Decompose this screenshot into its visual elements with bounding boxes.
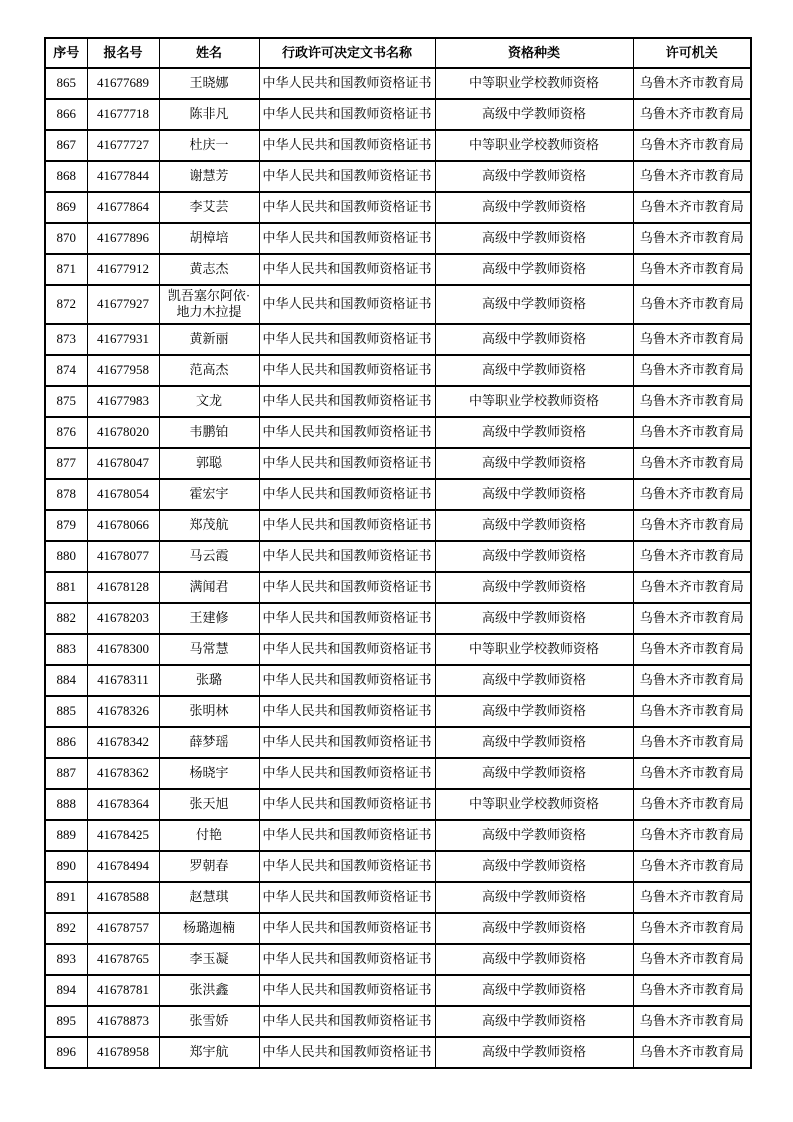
cell-authority: 乌鲁木齐市教育局 — [633, 634, 751, 665]
cell-reg-no: 41677896 — [87, 223, 159, 254]
cell-reg-no: 41677912 — [87, 254, 159, 285]
cell-doc-name: 中华人民共和国教师资格证书 — [259, 913, 435, 944]
cell-name: 杜庆一 — [159, 130, 259, 161]
cell-serial: 878 — [45, 479, 87, 510]
cell-serial: 885 — [45, 696, 87, 727]
cell-serial: 869 — [45, 192, 87, 223]
cell-doc-name: 中华人民共和国教师资格证书 — [259, 944, 435, 975]
cell-doc-name: 中华人民共和国教师资格证书 — [259, 758, 435, 789]
cell-doc-name: 中华人民共和国教师资格证书 — [259, 541, 435, 572]
table-row — [45, 99, 751, 130]
cell-qual-type: 中等职业学校教师资格 — [435, 789, 633, 820]
cell-authority: 乌鲁木齐市教育局 — [633, 603, 751, 634]
table-row — [45, 727, 751, 758]
cell-reg-no: 41677931 — [87, 324, 159, 355]
table-row — [45, 696, 751, 727]
cell-doc-name: 中华人民共和国教师资格证书 — [259, 324, 435, 355]
cell-qual-type: 中等职业学校教师资格 — [435, 68, 633, 99]
cell-name: 霍宏宇 — [159, 479, 259, 510]
cell-name: 王晓娜 — [159, 68, 259, 99]
table-row — [45, 386, 751, 417]
cell-serial: 865 — [45, 68, 87, 99]
table-row — [45, 758, 751, 789]
cell-doc-name: 中华人民共和国教师资格证书 — [259, 479, 435, 510]
table-header-row — [45, 38, 751, 68]
cell-name: 郭聪 — [159, 448, 259, 479]
cell-serial: 884 — [45, 665, 87, 696]
cell-qual-type: 高级中学教师资格 — [435, 758, 633, 789]
cell-serial: 889 — [45, 820, 87, 851]
cell-reg-no: 41678066 — [87, 510, 159, 541]
cell-qual-type: 高级中学教师资格 — [435, 665, 633, 696]
cell-reg-no: 41678781 — [87, 975, 159, 1006]
cell-name: 马常慧 — [159, 634, 259, 665]
cell-name: 郑茂航 — [159, 510, 259, 541]
cell-authority: 乌鲁木齐市教育局 — [633, 572, 751, 603]
cell-authority: 乌鲁木齐市教育局 — [633, 130, 751, 161]
cell-doc-name: 中华人民共和国教师资格证书 — [259, 851, 435, 882]
table-row — [45, 789, 751, 820]
cell-authority: 乌鲁木齐市教育局 — [633, 820, 751, 851]
cell-authority: 乌鲁木齐市教育局 — [633, 192, 751, 223]
cell-reg-no: 41678128 — [87, 572, 159, 603]
cell-authority: 乌鲁木齐市教育局 — [633, 386, 751, 417]
cell-authority: 乌鲁木齐市教育局 — [633, 479, 751, 510]
cell-doc-name: 中华人民共和国教师资格证书 — [259, 192, 435, 223]
column-header-reg-no: 报名号 — [87, 38, 159, 68]
cell-qual-type: 中等职业学校教师资格 — [435, 634, 633, 665]
table-row — [45, 975, 751, 1006]
table-row — [45, 161, 751, 192]
cell-authority: 乌鲁木齐市教育局 — [633, 223, 751, 254]
cell-reg-no: 41677983 — [87, 386, 159, 417]
cell-reg-no: 41677689 — [87, 68, 159, 99]
cell-name: 李艾芸 — [159, 192, 259, 223]
cell-qual-type: 高级中学教师资格 — [435, 285, 633, 324]
table-row — [45, 851, 751, 882]
cell-reg-no: 41678077 — [87, 541, 159, 572]
cell-reg-no: 41678958 — [87, 1037, 159, 1068]
cell-authority: 乌鲁木齐市教育局 — [633, 696, 751, 727]
cell-authority: 乌鲁木齐市教育局 — [633, 448, 751, 479]
cell-name: 郑宇航 — [159, 1037, 259, 1068]
cell-qual-type: 高级中学教师资格 — [435, 479, 633, 510]
cell-authority: 乌鲁木齐市教育局 — [633, 68, 751, 99]
cell-qual-type: 高级中学教师资格 — [435, 223, 633, 254]
cell-serial: 893 — [45, 944, 87, 975]
table-row — [45, 1006, 751, 1037]
cell-serial: 894 — [45, 975, 87, 1006]
cell-serial: 880 — [45, 541, 87, 572]
cell-reg-no: 41678873 — [87, 1006, 159, 1037]
cell-authority: 乌鲁木齐市教育局 — [633, 975, 751, 1006]
cell-name: 范高杰 — [159, 355, 259, 386]
cell-reg-no: 41677927 — [87, 285, 159, 324]
cell-qual-type: 高级中学教师资格 — [435, 1037, 633, 1068]
cell-reg-no: 41678203 — [87, 603, 159, 634]
table-row — [45, 541, 751, 572]
table-row — [45, 448, 751, 479]
cell-serial: 891 — [45, 882, 87, 913]
cell-reg-no: 41677727 — [87, 130, 159, 161]
cell-doc-name: 中华人民共和国教师资格证书 — [259, 727, 435, 758]
cell-serial: 886 — [45, 727, 87, 758]
teacher-license-table — [44, 37, 752, 1069]
cell-name: 杨晓宇 — [159, 758, 259, 789]
table-row — [45, 665, 751, 696]
cell-authority: 乌鲁木齐市教育局 — [633, 285, 751, 324]
cell-qual-type: 高级中学教师资格 — [435, 944, 633, 975]
cell-name: 陈非凡 — [159, 99, 259, 130]
cell-authority: 乌鲁木齐市教育局 — [633, 510, 751, 541]
cell-qual-type: 高级中学教师资格 — [435, 324, 633, 355]
cell-doc-name: 中华人民共和国教师资格证书 — [259, 386, 435, 417]
table-row — [45, 130, 751, 161]
cell-name: 罗朝春 — [159, 851, 259, 882]
cell-doc-name: 中华人民共和国教师资格证书 — [259, 1037, 435, 1068]
cell-reg-no: 41678494 — [87, 851, 159, 882]
cell-serial: 896 — [45, 1037, 87, 1068]
cell-doc-name: 中华人民共和国教师资格证书 — [259, 510, 435, 541]
cell-doc-name: 中华人民共和国教师资格证书 — [259, 789, 435, 820]
cell-reg-no: 41677718 — [87, 99, 159, 130]
table-row — [45, 820, 751, 851]
cell-name: 李玉凝 — [159, 944, 259, 975]
cell-reg-no: 41678311 — [87, 665, 159, 696]
cell-serial: 892 — [45, 913, 87, 944]
cell-qual-type: 高级中学教师资格 — [435, 975, 633, 1006]
cell-qual-type: 高级中学教师资格 — [435, 541, 633, 572]
cell-doc-name: 中华人民共和国教师资格证书 — [259, 634, 435, 665]
cell-authority: 乌鲁木齐市教育局 — [633, 541, 751, 572]
table-row — [45, 603, 751, 634]
cell-authority: 乌鲁木齐市教育局 — [633, 758, 751, 789]
cell-authority: 乌鲁木齐市教育局 — [633, 882, 751, 913]
cell-doc-name: 中华人民共和国教师资格证书 — [259, 975, 435, 1006]
cell-doc-name: 中华人民共和国教师资格证书 — [259, 696, 435, 727]
cell-reg-no: 41678326 — [87, 696, 159, 727]
cell-qual-type: 高级中学教师资格 — [435, 696, 633, 727]
cell-name: 黄新丽 — [159, 324, 259, 355]
cell-authority: 乌鲁木齐市教育局 — [633, 355, 751, 386]
cell-reg-no: 41677844 — [87, 161, 159, 192]
table-row — [45, 479, 751, 510]
column-header-serial: 序号 — [45, 38, 87, 68]
table-row — [45, 572, 751, 603]
cell-qual-type: 高级中学教师资格 — [435, 572, 633, 603]
cell-authority: 乌鲁木齐市教育局 — [633, 1006, 751, 1037]
cell-name: 张雪娇 — [159, 1006, 259, 1037]
cell-qual-type: 高级中学教师资格 — [435, 820, 633, 851]
table-row — [45, 285, 751, 324]
cell-name: 王建修 — [159, 603, 259, 634]
column-header-authority: 许可机关 — [633, 38, 751, 68]
cell-name: 张天旭 — [159, 789, 259, 820]
cell-doc-name: 中华人民共和国教师资格证书 — [259, 99, 435, 130]
cell-authority: 乌鲁木齐市教育局 — [633, 99, 751, 130]
table-row — [45, 192, 751, 223]
cell-doc-name: 中华人民共和国教师资格证书 — [259, 820, 435, 851]
cell-qual-type: 高级中学教师资格 — [435, 355, 633, 386]
cell-serial: 879 — [45, 510, 87, 541]
cell-qual-type: 高级中学教师资格 — [435, 254, 633, 285]
cell-serial: 875 — [45, 386, 87, 417]
table-body — [45, 68, 751, 1068]
table-row — [45, 355, 751, 386]
cell-qual-type: 高级中学教师资格 — [435, 727, 633, 758]
cell-name: 胡樟培 — [159, 223, 259, 254]
cell-serial: 887 — [45, 758, 87, 789]
table-row — [45, 882, 751, 913]
cell-reg-no: 41678765 — [87, 944, 159, 975]
cell-qual-type: 中等职业学校教师资格 — [435, 130, 633, 161]
cell-doc-name: 中华人民共和国教师资格证书 — [259, 882, 435, 913]
cell-doc-name: 中华人民共和国教师资格证书 — [259, 285, 435, 324]
cell-reg-no: 41678054 — [87, 479, 159, 510]
cell-name: 赵慧琪 — [159, 882, 259, 913]
table-row — [45, 68, 751, 99]
cell-serial: 873 — [45, 324, 87, 355]
cell-name: 张璐 — [159, 665, 259, 696]
cell-authority: 乌鲁木齐市教育局 — [633, 789, 751, 820]
cell-doc-name: 中华人民共和国教师资格证书 — [259, 223, 435, 254]
cell-authority: 乌鲁木齐市教育局 — [633, 727, 751, 758]
cell-authority: 乌鲁木齐市教育局 — [633, 944, 751, 975]
table-row — [45, 223, 751, 254]
cell-name: 张明林 — [159, 696, 259, 727]
cell-reg-no: 41677958 — [87, 355, 159, 386]
cell-serial: 895 — [45, 1006, 87, 1037]
cell-name: 文龙 — [159, 386, 259, 417]
cell-doc-name: 中华人民共和国教师资格证书 — [259, 603, 435, 634]
cell-serial: 877 — [45, 448, 87, 479]
cell-serial: 890 — [45, 851, 87, 882]
cell-name: 黄志杰 — [159, 254, 259, 285]
cell-name: 韦鹏铂 — [159, 417, 259, 448]
cell-qual-type: 高级中学教师资格 — [435, 913, 633, 944]
cell-reg-no: 41678757 — [87, 913, 159, 944]
table-row — [45, 1037, 751, 1068]
cell-qual-type: 高级中学教师资格 — [435, 510, 633, 541]
cell-name: 薛梦瑶 — [159, 727, 259, 758]
cell-authority: 乌鲁木齐市教育局 — [633, 665, 751, 696]
column-header-qual-type: 资格种类 — [435, 38, 633, 68]
cell-doc-name: 中华人民共和国教师资格证书 — [259, 1006, 435, 1037]
cell-qual-type: 高级中学教师资格 — [435, 448, 633, 479]
table-head — [45, 38, 751, 68]
cell-serial: 883 — [45, 634, 87, 665]
table-row — [45, 913, 751, 944]
table-row — [45, 324, 751, 355]
cell-qual-type: 高级中学教师资格 — [435, 417, 633, 448]
table-row — [45, 417, 751, 448]
cell-qual-type: 高级中学教师资格 — [435, 851, 633, 882]
cell-serial: 868 — [45, 161, 87, 192]
cell-name: 张洪鑫 — [159, 975, 259, 1006]
table-row — [45, 634, 751, 665]
cell-doc-name: 中华人民共和国教师资格证书 — [259, 572, 435, 603]
cell-doc-name: 中华人民共和国教师资格证书 — [259, 254, 435, 285]
column-header-doc-name: 行政许可决定文书名称 — [259, 38, 435, 68]
cell-name: 满闻君 — [159, 572, 259, 603]
cell-doc-name: 中华人民共和国教师资格证书 — [259, 665, 435, 696]
cell-name: 谢慧芳 — [159, 161, 259, 192]
cell-name: 凯吾塞尔阿依·地力木拉提 — [159, 285, 259, 324]
cell-serial: 866 — [45, 99, 87, 130]
cell-doc-name: 中华人民共和国教师资格证书 — [259, 68, 435, 99]
cell-serial: 874 — [45, 355, 87, 386]
cell-reg-no: 41678342 — [87, 727, 159, 758]
cell-serial: 867 — [45, 130, 87, 161]
column-header-name: 姓名 — [159, 38, 259, 68]
cell-serial: 882 — [45, 603, 87, 634]
cell-qual-type: 高级中学教师资格 — [435, 161, 633, 192]
cell-reg-no: 41678020 — [87, 417, 159, 448]
cell-serial: 881 — [45, 572, 87, 603]
cell-reg-no: 41678588 — [87, 882, 159, 913]
cell-name: 杨璐迦楠 — [159, 913, 259, 944]
cell-authority: 乌鲁木齐市教育局 — [633, 254, 751, 285]
cell-qual-type: 高级中学教师资格 — [435, 99, 633, 130]
cell-qual-type: 高级中学教师资格 — [435, 1006, 633, 1037]
cell-name: 付艳 — [159, 820, 259, 851]
cell-serial: 876 — [45, 417, 87, 448]
cell-authority: 乌鲁木齐市教育局 — [633, 324, 751, 355]
cell-qual-type: 中等职业学校教师资格 — [435, 386, 633, 417]
table-row — [45, 944, 751, 975]
cell-qual-type: 高级中学教师资格 — [435, 603, 633, 634]
cell-reg-no: 41678425 — [87, 820, 159, 851]
cell-serial: 872 — [45, 285, 87, 324]
cell-serial: 871 — [45, 254, 87, 285]
cell-serial: 888 — [45, 789, 87, 820]
cell-reg-no: 41678364 — [87, 789, 159, 820]
cell-reg-no: 41678047 — [87, 448, 159, 479]
table-row — [45, 254, 751, 285]
cell-authority: 乌鲁木齐市教育局 — [633, 417, 751, 448]
cell-authority: 乌鲁木齐市教育局 — [633, 1037, 751, 1068]
cell-doc-name: 中华人民共和国教师资格证书 — [259, 130, 435, 161]
cell-serial: 870 — [45, 223, 87, 254]
cell-doc-name: 中华人民共和国教师资格证书 — [259, 355, 435, 386]
cell-qual-type: 高级中学教师资格 — [435, 882, 633, 913]
cell-doc-name: 中华人民共和国教师资格证书 — [259, 417, 435, 448]
cell-reg-no: 41677864 — [87, 192, 159, 223]
cell-authority: 乌鲁木齐市教育局 — [633, 913, 751, 944]
cell-qual-type: 高级中学教师资格 — [435, 192, 633, 223]
cell-authority: 乌鲁木齐市教育局 — [633, 851, 751, 882]
cell-reg-no: 41678300 — [87, 634, 159, 665]
cell-doc-name: 中华人民共和国教师资格证书 — [259, 161, 435, 192]
cell-name: 马云霞 — [159, 541, 259, 572]
cell-reg-no: 41678362 — [87, 758, 159, 789]
cell-authority: 乌鲁木齐市教育局 — [633, 161, 751, 192]
table-row — [45, 510, 751, 541]
cell-doc-name: 中华人民共和国教师资格证书 — [259, 448, 435, 479]
